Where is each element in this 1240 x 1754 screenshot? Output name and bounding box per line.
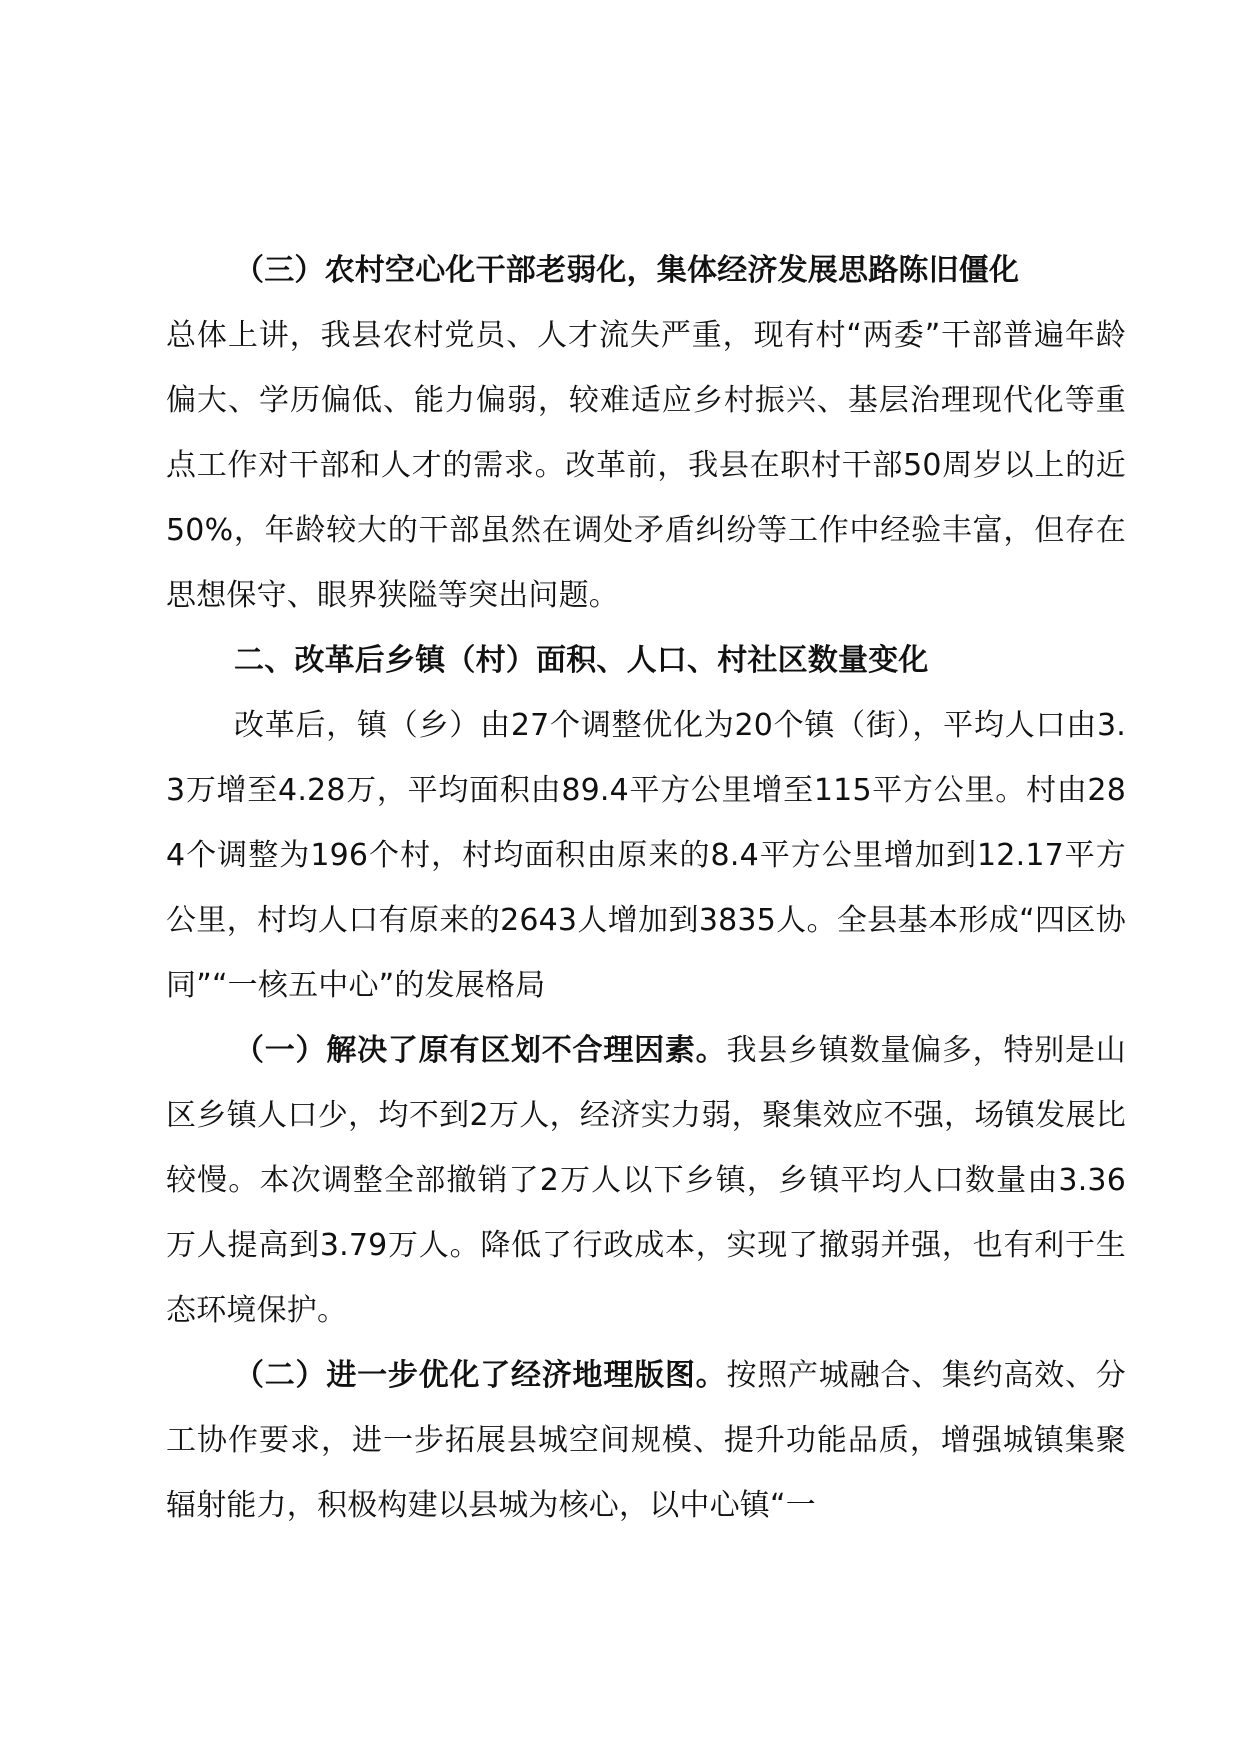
subsection-heading-3: （三）农村空心化干部老弱化，集体经济发展思路陈旧僵化: [234, 253, 1020, 288]
inline-heading-2: （二）进一步优化了经济地理版图。: [234, 1358, 727, 1393]
section-heading-2: 二、改革后乡镇（村）面积、人口、村社区数量变化: [234, 643, 929, 678]
paragraph-cadre-issues: 总体上讲，我县农村党员、人才流失严重，现有村“两委”干部普遍年龄偏大、学历偏低、能力偏弱，较难适应乡村振兴、基层治理现代化等重点工作对干部和人才的需求。改革前，我县在职村干部50周岁以上的近50%，年龄较大的干部虽然在调处矛盾纠纷等工作中经验丰富，但存在思想保守、眼界狭隘等突出问题。: [166, 318, 1126, 613]
paragraph-text-2: 按照产城融合、集约高效、分工协作要求，进一步拓展县城空间规模、提升功能品质，增强城镇集聚辐射能力，积极构建以县城为核心，以中心镇“一: [166, 1358, 1126, 1523]
document-body: [166, 238, 1126, 1538]
paragraph-economic-map: [166, 1343, 1126, 1538]
paragraph-reform-numbers: 改革后，镇（乡）由27个调整优化为20个镇（街），平均人口由3.3万增至4.28万，平均面积由89.4平方公里增至115平方公里。村由284个调整为196个村，村均面积由原来的8.4平方公里增加到12.17平方公里，村均人口有原来的2643人增加到3835人。全县基本形成“四区协同”“一核五中心”的发展格局: [166, 708, 1126, 1003]
paragraph-text-1: 我县乡镇数量偏多，特别是山区乡镇人口少，均不到2万人，经济实力弱，聚集效应不强，场镇发展比较慢。本次调整全部撤销了2万人以下乡镇，乡镇平均人口数量由3.36万人提高到3.79万人。降低了行政成本，实现了撤弱并强，也有利于生态环境保护。: [166, 1033, 1126, 1328]
paragraph-division-reasons: [166, 1018, 1126, 1343]
inline-heading-1: （一）解决了原有区划不合理因素。: [234, 1033, 727, 1068]
